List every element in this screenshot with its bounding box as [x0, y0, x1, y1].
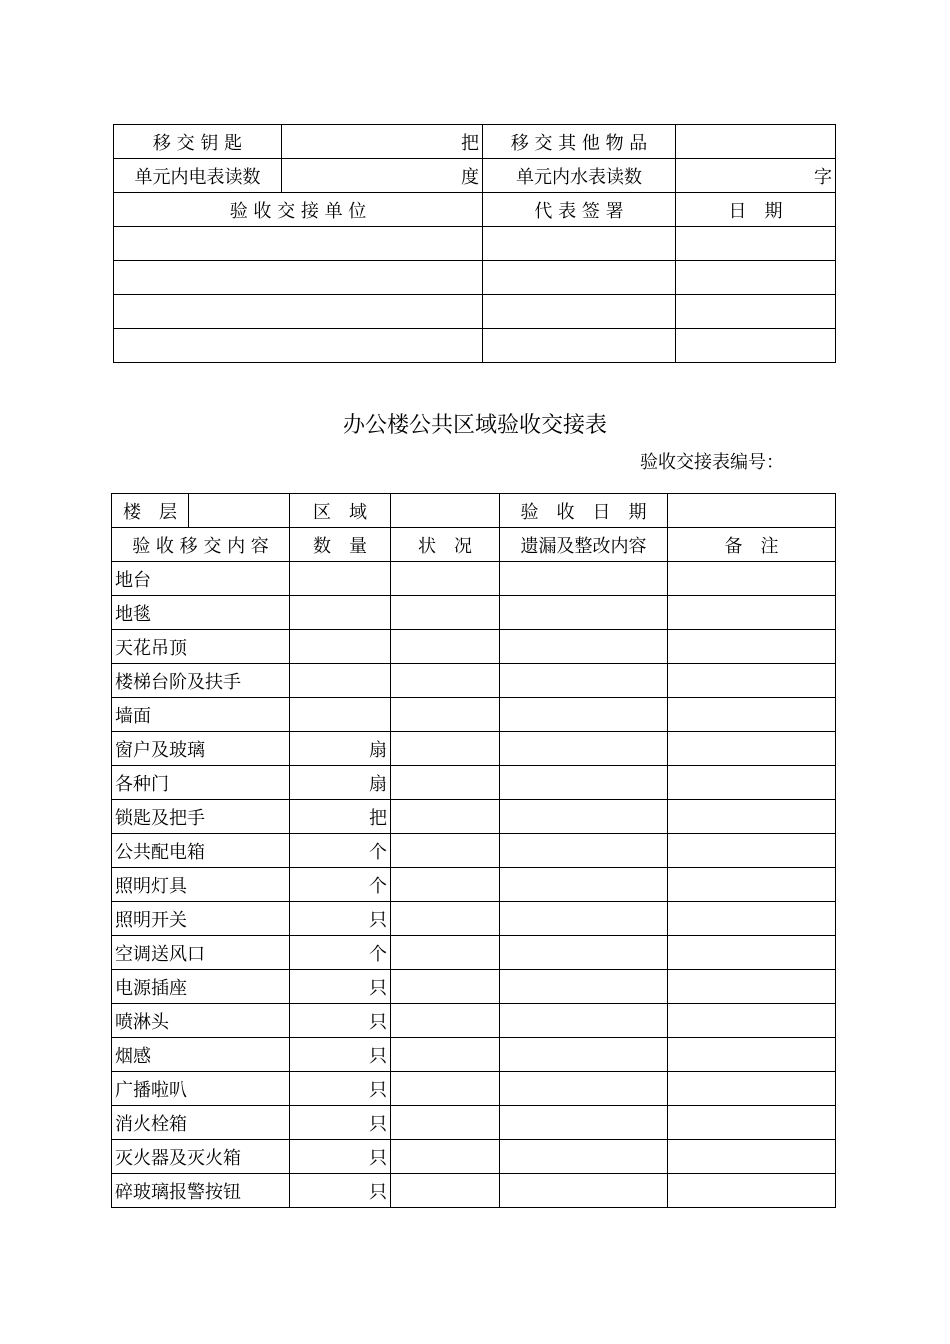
status-cell[interactable] — [391, 562, 500, 596]
quantity-cell[interactable]: 个 — [290, 834, 391, 868]
status-cell[interactable] — [391, 732, 500, 766]
quantity-cell[interactable]: 只 — [290, 1174, 391, 1208]
other-items-cell[interactable] — [676, 125, 836, 159]
inspection-unit-cell[interactable] — [114, 227, 483, 261]
table-row — [112, 936, 836, 970]
table-row — [112, 800, 836, 834]
handover-items-table — [113, 124, 836, 363]
content-header: 验 收 移 交 内 容 — [112, 528, 290, 562]
omissions-cell[interactable] — [500, 1004, 668, 1038]
quantity-cell[interactable]: 只 — [290, 970, 391, 1004]
item-name: 窗户及玻璃 — [112, 732, 290, 766]
omissions-cell[interactable] — [500, 1072, 668, 1106]
remarks-header: 备 注 — [668, 528, 836, 562]
item-name: 照明灯具 — [112, 868, 290, 902]
omissions-cell[interactable] — [500, 1140, 668, 1174]
item-name: 灭火器及灭火箱 — [112, 1140, 290, 1174]
omissions-cell[interactable] — [500, 562, 668, 596]
omissions-cell[interactable] — [500, 698, 668, 732]
status-cell[interactable] — [391, 902, 500, 936]
omissions-cell[interactable] — [500, 766, 668, 800]
quantity-cell[interactable] — [290, 562, 391, 596]
omissions-cell[interactable] — [500, 1038, 668, 1072]
floor-label: 楼 层 — [112, 494, 189, 528]
status-cell[interactable] — [391, 970, 500, 1004]
remarks-cell[interactable] — [668, 1106, 836, 1140]
remarks-cell[interactable] — [668, 1038, 836, 1072]
water-meter-label: 单元内水表读数 — [483, 159, 676, 193]
inspection-date-cell[interactable] — [668, 494, 836, 528]
remarks-cell[interactable] — [668, 868, 836, 902]
remarks-cell[interactable] — [668, 902, 836, 936]
date-cell[interactable] — [676, 227, 836, 261]
omissions-cell[interactable] — [500, 800, 668, 834]
omissions-cell[interactable] — [500, 834, 668, 868]
item-name: 电源插座 — [112, 970, 290, 1004]
quantity-cell[interactable]: 只 — [290, 902, 391, 936]
omissions-cell[interactable] — [500, 1106, 668, 1140]
table-row — [112, 1004, 836, 1038]
omissions-cell[interactable] — [500, 664, 668, 698]
status-cell[interactable] — [391, 1072, 500, 1106]
signature-cell[interactable] — [483, 295, 676, 329]
remarks-cell[interactable] — [668, 664, 836, 698]
signature-cell[interactable] — [483, 227, 676, 261]
inspection-date-label: 验 收 日 期 — [500, 494, 668, 528]
omissions-cell[interactable] — [500, 630, 668, 664]
status-cell[interactable] — [391, 1038, 500, 1072]
item-name: 消火栓箱 — [112, 1106, 290, 1140]
table-row — [112, 698, 836, 732]
remarks-cell[interactable] — [668, 732, 836, 766]
status-cell[interactable] — [391, 936, 500, 970]
table-row — [112, 1072, 836, 1106]
quantity-cell[interactable] — [290, 698, 391, 732]
status-cell[interactable] — [391, 1174, 500, 1208]
representative-signature-header: 代 表 签 署 — [483, 193, 676, 227]
status-header: 状 况 — [391, 528, 500, 562]
remarks-cell[interactable] — [668, 834, 836, 868]
area-label: 区 域 — [290, 494, 391, 528]
item-name: 地毯 — [112, 596, 290, 630]
header-row-2 — [112, 528, 836, 562]
area-cell[interactable] — [391, 494, 500, 528]
inspection-unit-cell[interactable] — [114, 329, 483, 363]
page-title: 办公楼公共区域验收交接表 — [342, 413, 607, 438]
remarks-cell[interactable] — [668, 1072, 836, 1106]
electric-meter-label: 单元内电表读数 — [114, 159, 282, 193]
meter-row — [114, 159, 836, 193]
inspection-unit-cell[interactable] — [114, 295, 483, 329]
keys-label: 移 交 钥 匙 — [114, 125, 282, 159]
omissions-cell[interactable] — [500, 868, 668, 902]
remarks-cell[interactable] — [668, 1174, 836, 1208]
other-items-label: 移 交 其 他 物 品 — [483, 125, 676, 159]
omissions-cell[interactable] — [500, 936, 668, 970]
remarks-cell[interactable] — [668, 698, 836, 732]
item-name: 烟感 — [112, 1038, 290, 1072]
form-number-label: 验收交接表编号： — [640, 452, 784, 473]
keys-row — [114, 125, 836, 159]
quantity-cell[interactable]: 个 — [290, 936, 391, 970]
status-cell[interactable] — [391, 664, 500, 698]
signature-cell[interactable] — [483, 261, 676, 295]
signature-row — [114, 329, 836, 363]
date-cell[interactable] — [676, 329, 836, 363]
status-cell[interactable] — [391, 596, 500, 630]
remarks-cell[interactable] — [668, 970, 836, 1004]
date-header: 日 期 — [676, 193, 836, 227]
item-name: 各种门 — [112, 766, 290, 800]
table-row — [112, 596, 836, 630]
status-cell[interactable] — [391, 1004, 500, 1038]
inspection-unit-cell[interactable] — [114, 261, 483, 295]
status-cell[interactable] — [391, 1106, 500, 1140]
quantity-cell[interactable]: 只 — [290, 1072, 391, 1106]
signature-cell[interactable] — [483, 329, 676, 363]
electric-meter-cell[interactable]: 度 — [282, 159, 483, 193]
item-name: 锁匙及把手 — [112, 800, 290, 834]
signature-row — [114, 295, 836, 329]
header-row-1 — [112, 494, 836, 528]
date-cell[interactable] — [676, 261, 836, 295]
floor-cell[interactable] — [189, 494, 290, 528]
date-cell[interactable] — [676, 295, 836, 329]
quantity-cell[interactable]: 个 — [290, 868, 391, 902]
item-name: 照明开关 — [112, 902, 290, 936]
item-name: 空调送风口 — [112, 936, 290, 970]
signature-header-row — [114, 193, 836, 227]
status-cell[interactable] — [391, 630, 500, 664]
table-row — [112, 1140, 836, 1174]
quantity-cell[interactable] — [290, 630, 391, 664]
omissions-cell[interactable] — [500, 732, 668, 766]
status-cell[interactable] — [391, 868, 500, 902]
omissions-cell[interactable] — [500, 970, 668, 1004]
item-name: 公共配电箱 — [112, 834, 290, 868]
item-name: 碎玻璃报警按钮 — [112, 1174, 290, 1208]
remarks-cell[interactable] — [668, 630, 836, 664]
remarks-cell[interactable] — [668, 562, 836, 596]
status-cell[interactable] — [391, 698, 500, 732]
item-name: 楼梯台阶及扶手 — [112, 664, 290, 698]
table-row — [112, 1174, 836, 1208]
table-row — [112, 732, 836, 766]
table-row — [112, 766, 836, 800]
table-row — [112, 664, 836, 698]
table-row — [112, 902, 836, 936]
table-row — [112, 834, 836, 868]
quantity-header: 数 量 — [290, 528, 391, 562]
remarks-cell[interactable] — [668, 800, 836, 834]
status-cell[interactable] — [391, 800, 500, 834]
quantity-cell[interactable]: 只 — [290, 1106, 391, 1140]
quantity-cell[interactable]: 只 — [290, 1038, 391, 1072]
table-row — [112, 1038, 836, 1072]
public-area-inspection-table — [111, 493, 836, 1208]
status-cell[interactable] — [391, 1140, 500, 1174]
quantity-cell[interactable]: 扇 — [290, 766, 391, 800]
status-cell[interactable] — [391, 834, 500, 868]
item-name: 广播啦叭 — [112, 1072, 290, 1106]
item-name: 地台 — [112, 562, 290, 596]
table-row — [112, 1106, 836, 1140]
item-name: 墙面 — [112, 698, 290, 732]
quantity-cell[interactable]: 扇 — [290, 732, 391, 766]
quantity-cell[interactable]: 只 — [290, 1004, 391, 1038]
remarks-cell[interactable] — [668, 596, 836, 630]
remarks-cell[interactable] — [668, 1140, 836, 1174]
remarks-cell[interactable] — [668, 936, 836, 970]
table-row — [112, 868, 836, 902]
remarks-cell[interactable] — [668, 1004, 836, 1038]
signature-row — [114, 227, 836, 261]
omissions-cell[interactable] — [500, 596, 668, 630]
table-row — [112, 562, 836, 596]
item-name: 喷淋头 — [112, 1004, 290, 1038]
status-cell[interactable] — [391, 766, 500, 800]
omissions-cell[interactable] — [500, 1174, 668, 1208]
table-row — [112, 630, 836, 664]
quantity-cell[interactable] — [290, 596, 391, 630]
water-meter-cell[interactable]: 字 — [676, 159, 836, 193]
table-row — [112, 970, 836, 1004]
keys-count-cell[interactable]: 把 — [282, 125, 483, 159]
inspection-unit-header: 验 收 交 接 单 位 — [114, 193, 483, 227]
quantity-cell[interactable] — [290, 664, 391, 698]
quantity-cell[interactable]: 把 — [290, 800, 391, 834]
quantity-cell[interactable]: 只 — [290, 1140, 391, 1174]
omissions-cell[interactable] — [500, 902, 668, 936]
remarks-cell[interactable] — [668, 766, 836, 800]
item-name: 天花吊顶 — [112, 630, 290, 664]
omissions-header: 遗漏及整改内容 — [500, 528, 668, 562]
signature-row — [114, 261, 836, 295]
